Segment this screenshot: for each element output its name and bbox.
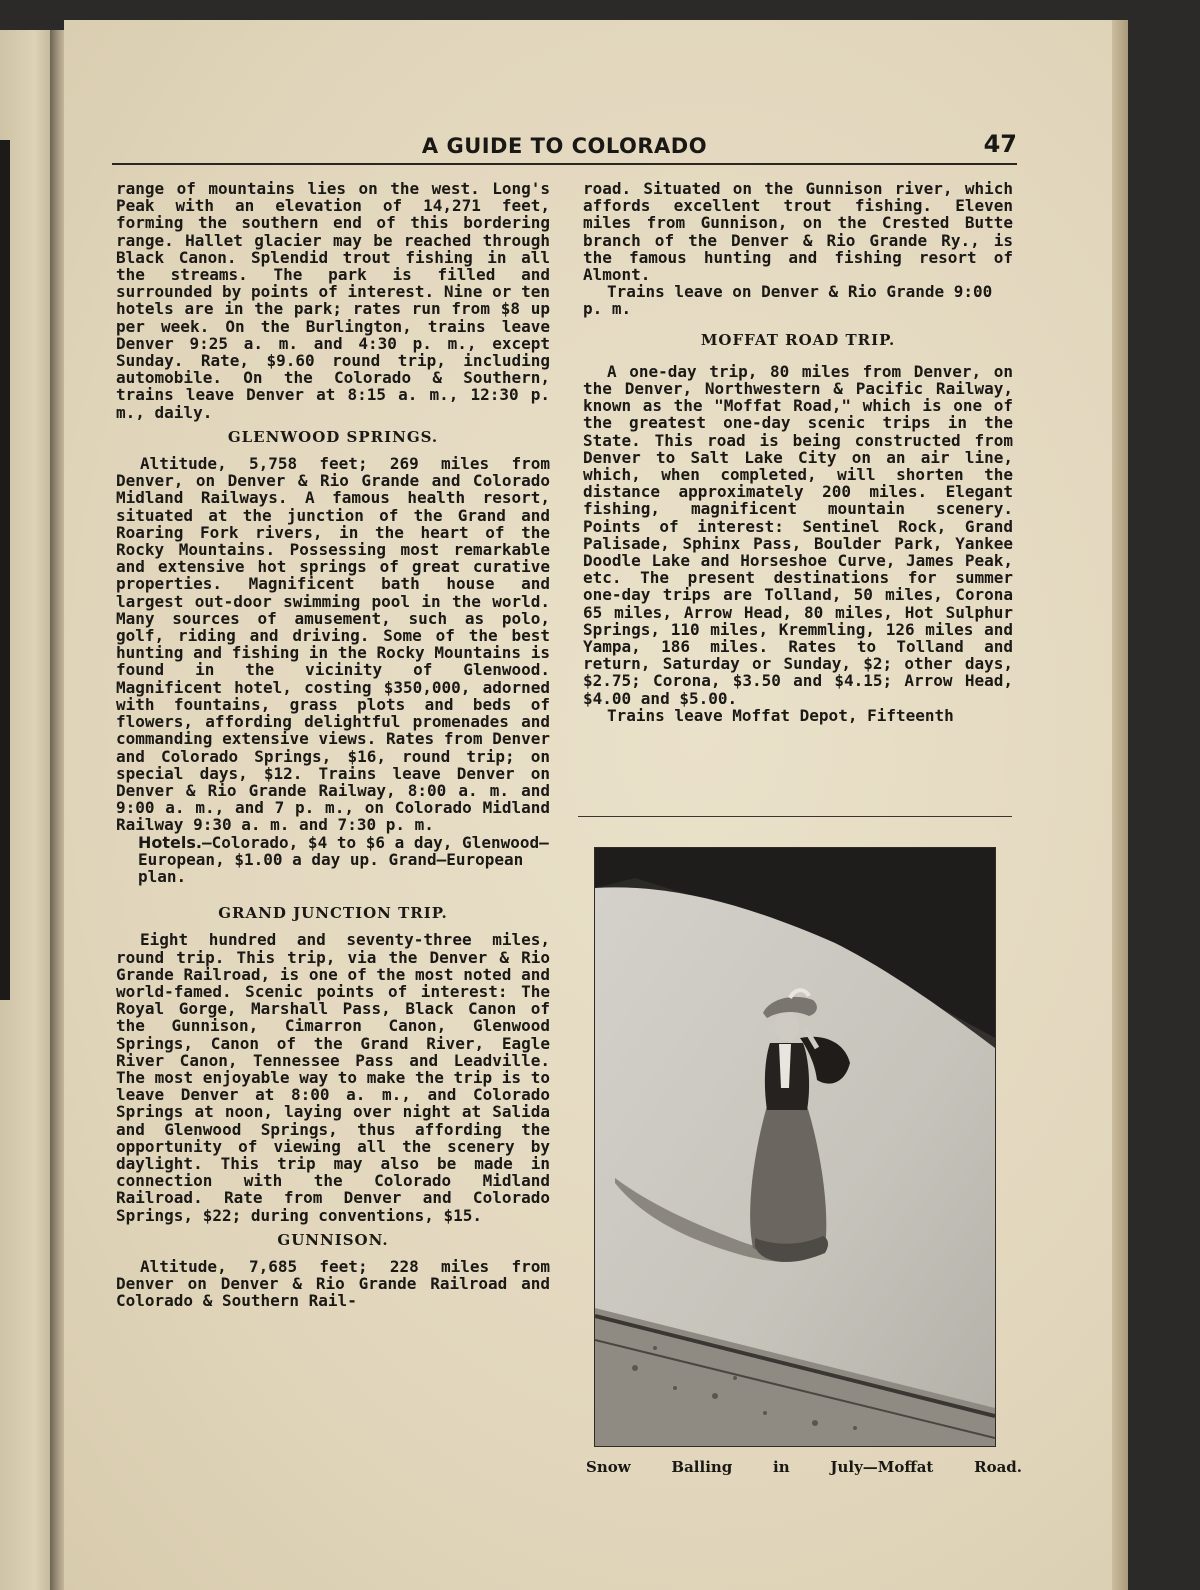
moffat-road-paragraph: A one-day trip, 80 miles from Denver, on the Denver, Northwestern & Pacific Railway, known as the "Moffat Road," which is one of the greatest one-day scenic trips in the State. This road is being constructed from Denver to Salt Lake City on an air line, which, when completed, will shorten the distance approximately 200 miles. Elegant fishing, magnificent mountain scenery. Points of interest: Sentinel Rock, Grand Palisade, Sphinx Pass, Boulder Park, Yankee Doodle Lake and Horseshoe Curve, James Peak, etc. The present destinations for summer one-day trips are Tolland, 50 miles, Corona 65 miles, Arrow Head, 80 miles, Hot Sulphur Springs, 110 miles, Kremmling, 126 miles and Yampa, 186 miles. Rates to Tolland and return, Saturday or Sunday, $2; other days, $2.75; Corona, $3.50 and $4.15; Arrow Head, $4.00 and $5.00. bbox=[583, 361, 1013, 708]
page-number: 47 bbox=[983, 130, 1017, 158]
gunnison-continued-paragraph: road. Situated on the Gunnison river, which affords excellent trout fishing. Eleven miles from Gunnison, on the Crested Butte branch of the Denver & Rio Grande Ry., is the famous hunting and fishing resort of Almont. bbox=[583, 179, 1013, 285]
moffat-road-heading: MOFFAT ROAD TRIP. bbox=[700, 330, 896, 349]
gunnison-trains-paragraph: Trains leave on Denver & Rio Grande 9:00 p. m. bbox=[583, 282, 993, 319]
gunnison-heading: GUNNISON. bbox=[277, 1230, 389, 1249]
grand-junction-paragraph: Eight hundred and seventy-three miles, round trip. This trip, via the Denver & Rio Grande Railroad, is one of the most noted and world-famed. Scenic points of interest: The Royal Gorge, Marshall Pass, Black Canon of the Gunnison, Cimarron Canon, Glenwood Springs, Canon of the Grand River, Eagle River Canon, Tennessee Pass and Leadville. The most enjoyable way to make the trip is to leave Denver at 8:00 a. m., and Colorado Springs at noon, laying over night at Salida and Glenwood Springs, thus affording the opportunity of viewing all the scenery by daylight. This trip may also be made in connection with the Colorado Midland Railroad. Rate from Denver and Colorado Springs, $22; during conventions, $15. bbox=[116, 930, 550, 1225]
moffat-trains-paragraph: Trains leave Moffat Depot, Fifteenth bbox=[607, 705, 954, 725]
page-right-edge bbox=[1112, 20, 1128, 1590]
left-column bbox=[116, 180, 550, 1310]
page-header bbox=[112, 130, 1017, 162]
glenwood-springs-paragraph: Altitude, 5,758 feet; 269 miles from Denver, on Denver & Rio Grande and Colorado Midland Railways. A famous health resort, situated at the junction of the Grand and Roaring Fork rivers, in the heart of the Rocky Mountains. Possessing most remarkable and extensive hot springs of great curative properties. Magnificent bath house and largest out-door swimming pool in the world. Many sources of amusement, such as polo, golf, riding and driving. Some of the best hunting and fishing in the Rocky Mountains is found in the vicinity of Glenwood. Magnificent hotel, costing $350,000, adorned with fountains, grass plots and beds of flowers, affording delightful promenades and commanding extensive views. Rates from Denver and Colorado Springs, $16, round trip; on special days, $12. Trains leave Denver on Denver & Rio Grande Railway, 8:00 a. m. and 9:00 a. m., and 7 p. m., on Colorado Midland Railway 9:30 a. m. and 7:30 p. m. bbox=[116, 454, 550, 835]
gunnison-paragraph: Altitude, 7,685 feet; 228 miles from Denver on Denver & Rio Grande Railroad and Colorado & Southern Rail- bbox=[116, 1256, 550, 1311]
running-title: A GUIDE TO COLORADO bbox=[421, 134, 708, 158]
intro-paragraph: range of mountains lies on the west. Long's Peak with an elevation of 14,271 feet, forming the southern end of this bordering range. Hallet glacier may be reached through Black Canon. Splendid trout fishing in all the streams. The park is filled and surrounded by points of interest. Nine or ten hotels are in the park; rates run from $8 up per week. On the Burlington, trains leave Denver 9:25 a. m. and 4:30 p. m., except Sunday. Rate, $9.60 round trip, including automobile. On the Colorado & Southern, trains leave Denver at 8:15 a. m., 12:30 p. m., daily. bbox=[116, 179, 550, 422]
header-rule bbox=[112, 163, 1017, 165]
snowball-photo-image bbox=[595, 848, 995, 1446]
hotels-label: Hotels. bbox=[138, 832, 202, 852]
grand-junction-heading: GRAND JUNCTION TRIP. bbox=[218, 904, 448, 923]
left-page-shadow bbox=[0, 140, 10, 1000]
hotels-text: —Colorado, $4 to $6 a day, Glenwood—European, $1.00 a day up. Grand—European plan. bbox=[138, 832, 549, 886]
column-divider-rule bbox=[578, 816, 1012, 817]
right-column bbox=[583, 180, 1013, 724]
glenwood-springs-heading: GLENWOOD SPRINGS. bbox=[227, 427, 439, 446]
snowball-photo bbox=[594, 847, 996, 1447]
photo-caption: Snow Balling in July—Moffat Road. bbox=[586, 1458, 1022, 1476]
hotels-paragraph bbox=[138, 834, 550, 886]
